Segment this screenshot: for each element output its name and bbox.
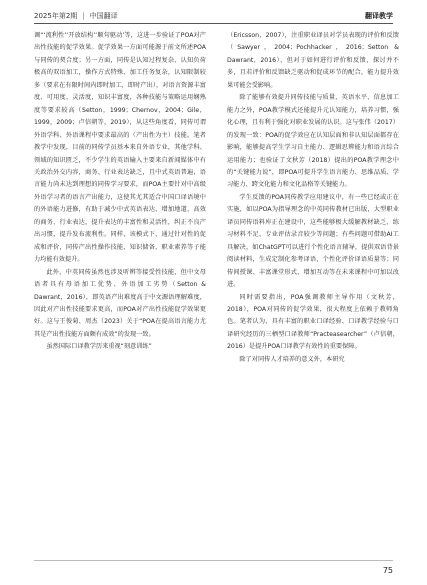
- journal-name: 中国翻译: [89, 12, 118, 20]
- paragraph: 此外，中英同传虽然也涉及听辨等接受性技能，但中文母语者具有母语加工优势、外语加工劣势（Setton & Dawrant，2016），即英语产出难度高于中文源语理解难度，因此对产出性技能要求更高，而POA对产出性技能促学效果更好。这与王俊菊、周杰（2023）关于“POA在提高语言能力尤其是产出性技能方面颇有成效”的发现一致。: [34, 268, 206, 338]
- footer-rule: [34, 560, 393, 561]
- right-column: [227, 30, 399, 366]
- paragraph: 虽然国际口译教学历来重视“刻意训练”: [46, 343, 152, 351]
- header-left: [34, 11, 118, 21]
- paragraph: 除了对同传人才培养的意义外，本研究: [239, 355, 345, 363]
- paragraph: 调“‘流利性’‘开放结构’‘顺句驱动’等，这进一步验证了POA对产出性技能的促学效果。促学效果一方面可能源于前文所述POA与同传的契合度；另一方面，同传是认知过程复杂、认知负荷极高的双语加工，操作方式特殊、加工任务复杂，认知限制较多（要求在有限时间内即时加工，即时产出），对语言资源丰富度、可用度、灵活度，知识丰富度，各种技能与策略运用娴熟度等要求较高（Setton，1999；Chernov，2004；Gile，1999，2009；卢信朝等，2019），从这些角度看，同传可谓外语学科、外语课程中要求最高的（产出性为主）技能。笔者教学中发现，目前的同传学员基本来自外语专业，其他学科、领域的知识匮乏，不少学生的英语输入主要来自新闻媒体中有关政治外交内容，商务、行业表达缺乏，且中式英语普遍，语言能力尚未达到理想的同传学习要求，而POA主要针对中高级外语学习者的语言产出能力，这使其尤其适合中国口译语境中的外语能力进修，有助于减少中式英语表达，增加地道、高效的商务、行业表达，提升表达的丰富性和灵活性，纠正不良产出习惯，提升发布流利性。同样，该模式下，通过针对性的促成和评价，同传产出性操作技能、知识储备、职业素养等子能力均能有效提升。: [34, 32, 206, 264]
- page-header: [0, 0, 427, 30]
- page-number: 75: [382, 566, 393, 575]
- header-rule: [34, 23, 393, 24]
- header-separator: |: [82, 12, 85, 20]
- issue-label: 2025年第2期: [34, 12, 78, 20]
- paragraph: 同时需要指出，POA强调教师主导作用（文秋芳，2018），POA对同传的促学效果，很大程度上依赖于教师角色。笔者认为，具有丰富的职业口译经验、口译教学经验与口译研究经历的三栖型口译教师“Practeasearcher”（卢信朝，2016）是提升POA口译教学有效性的重要保障。: [227, 293, 399, 351]
- paragraph: 学生反馈的POA同传教学应用建议中，有一些已经或正在实施，如以POA为指导理念的中英同传教材已出版，大型职业译员同传语料库正在建设中，这些能够极大缓解教材缺乏、练习材料不足、专业评估录音较少等问题；有些问题可借助AI工具解决，如ChatGPT可以进行个性化语言辅导，提供双语背景阅读材料，生成定制化参考译语，个性化评价译语质量等；同传间授课、丰富课堂形式、增加互动等在未来课程中可加以改进。: [227, 193, 399, 289]
- left-column: [34, 30, 206, 354]
- paragraph: （Ericsson，2007），注重职业译员对学员表现的评价和反馈（Sawyer，2004；Pochhacker，2016；Setton & Dawrant，2016），但对于如何进行评价和反馈，探讨并不多，且若评价和反馈缺乏驱动和促成环节的配合，能力提升效果可能会受影响。: [227, 32, 399, 89]
- section-name: 翻译教学: [365, 12, 393, 20]
- paragraph: 除了能够有效提升同传技能与质量、英语水平、信息加工能力之外，POA教学模式还能提升元认知能力，培养习惯，强化心理，且有利于强化对职业发展的认识。这与张伟（2017）的发现一致：POA的促学效应在认知层面和非认知层面都存在影响，能够提高学生学习自主能力、逻辑思辨能力和语言综合运用能力；也验证了文秋芳（2018）提出的POA教学理念中的“关键能力说”，即POA可提升学生语言能力、思维品质、学习能力、跨文化能力和文化品格等关键能力。: [227, 94, 399, 189]
